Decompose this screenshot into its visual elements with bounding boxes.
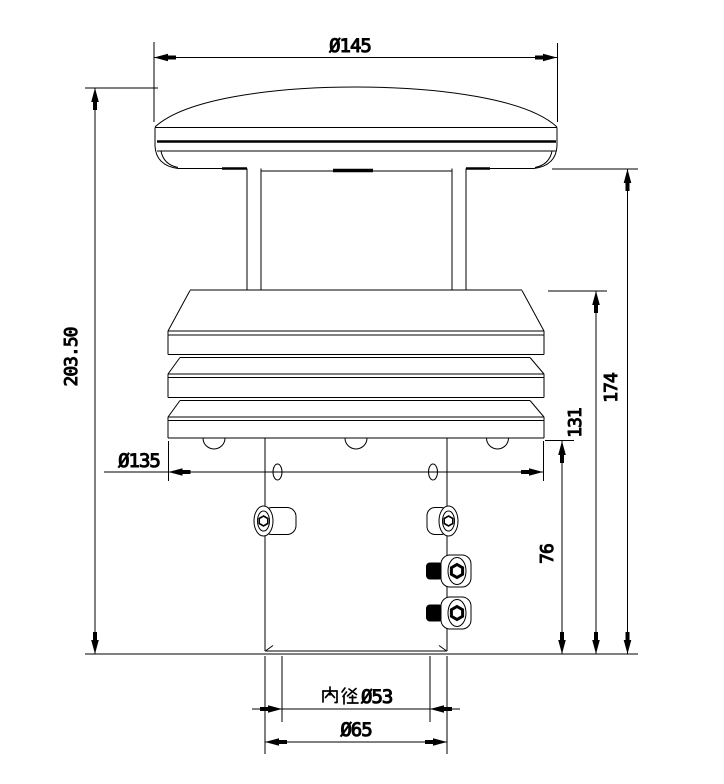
arrowhead-left <box>154 54 176 62</box>
arrowhead-right <box>260 705 282 713</box>
arrowhead-down <box>558 632 566 654</box>
shield-notch <box>345 438 367 449</box>
cjk-stroke <box>335 691 337 703</box>
body-chamfer <box>266 646 273 651</box>
dim-text-53: Ø53 <box>361 686 393 708</box>
bolt-shaft <box>426 563 443 580</box>
body-cylinder <box>265 438 447 651</box>
louver-slant <box>522 291 544 332</box>
cap-right-inner-corner <box>535 151 552 168</box>
sensor-outline <box>155 87 557 651</box>
louver-slant <box>530 358 544 375</box>
socket-bolt-side-1 <box>426 555 471 587</box>
dimension-dia-65 <box>265 656 447 754</box>
arrowhead-right <box>521 468 543 476</box>
dim-text-76: 76 <box>537 544 558 564</box>
bolt-shaft <box>426 605 443 622</box>
arrowhead-up <box>592 291 600 313</box>
arrowhead-up <box>558 441 566 463</box>
dimension-dia-145 <box>154 35 558 122</box>
dimension-dia-135 <box>104 441 544 481</box>
body-chamfer <box>439 646 446 651</box>
radiation-shield <box>168 290 544 449</box>
louver-3 <box>168 401 544 439</box>
cap-left-inner-corner <box>161 151 178 168</box>
dimension-inner-dia-53 <box>252 656 460 722</box>
arrowhead-down <box>592 632 600 654</box>
dimension-height-203-50 <box>61 88 158 654</box>
louver-slant <box>168 291 190 332</box>
dim-text-131: 131 <box>565 408 586 438</box>
louver-slant <box>168 358 180 375</box>
arrowhead-left <box>265 738 287 746</box>
arrowhead-down <box>624 632 632 654</box>
socket-bolt-left <box>254 506 296 536</box>
louver-2 <box>168 358 544 398</box>
cap-dome-curve <box>155 87 557 127</box>
arrowhead-left <box>430 705 452 713</box>
dim-text-174: 174 <box>601 373 622 403</box>
dim-text-203-50: 203.50 <box>61 327 82 387</box>
dim-text-65: Ø65 <box>340 719 372 741</box>
dim-text-135: Ø135 <box>118 450 160 472</box>
top-cap <box>155 87 557 171</box>
dim-text-145: Ø145 <box>329 35 371 57</box>
support-post-left <box>247 169 261 291</box>
arrowhead-right <box>535 54 557 62</box>
label-neijing-glyphs <box>323 687 358 704</box>
socket-bolt-right-top <box>427 506 458 536</box>
arrowhead-up <box>624 169 632 191</box>
support-post-right <box>452 169 466 291</box>
arrowhead-down <box>91 632 99 654</box>
arrowhead-right <box>425 738 447 746</box>
shield-notch <box>203 438 225 449</box>
louver-slant <box>530 401 544 418</box>
arrowhead-left <box>169 468 191 476</box>
dimension-height-76 <box>537 441 574 655</box>
shield-notch <box>487 438 509 449</box>
socket-bolt-side-2 <box>426 597 471 629</box>
cjk-stroke <box>342 688 345 692</box>
arrowhead-up <box>91 88 99 110</box>
dimension-height-131 <box>548 291 607 654</box>
louver-1 <box>168 290 544 355</box>
dimensions <box>61 35 638 754</box>
louver-slant <box>168 401 180 418</box>
